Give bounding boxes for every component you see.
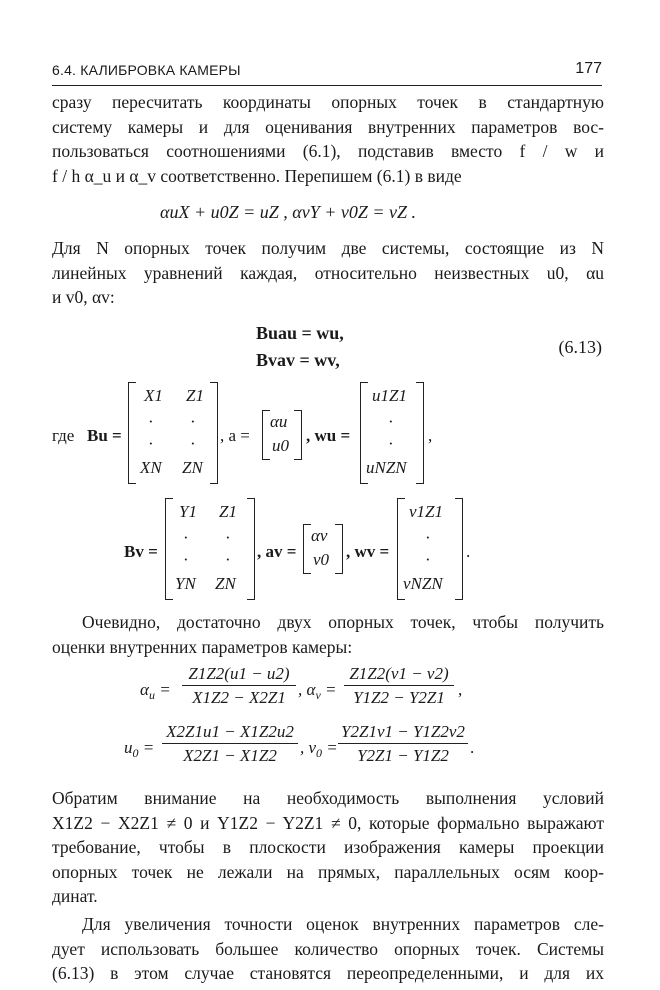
- vector-cell: αv: [311, 526, 328, 545]
- matrix-cell: YN: [175, 574, 196, 593]
- alpha-v-fraction: [344, 664, 454, 708]
- u0-denominator: X2Z1 − X1Z2: [183, 746, 277, 765]
- bracket-left: [262, 410, 270, 460]
- vector-cell: u0: [272, 436, 289, 455]
- matrix-wv-label: , wv =: [346, 542, 390, 561]
- alpha-u-fraction: [182, 664, 296, 708]
- matrix-cell: XN: [140, 458, 162, 477]
- where-label: где: [52, 426, 75, 445]
- vector-cell: ·: [388, 412, 394, 431]
- vector-cell: u1Z1: [372, 386, 407, 405]
- matrix-cell: ZN: [215, 574, 236, 593]
- equation-6-13-line-2: Bvav = wv,: [256, 350, 340, 370]
- para3-line-2: оценки внутренних параметров камеры:: [52, 636, 353, 657]
- vector-cell: ·: [425, 550, 431, 569]
- bracket-right: [416, 382, 424, 484]
- para2-line-1: Для N опорных точек получим две системы, состоящие из N: [52, 238, 604, 258]
- bracket-right: [335, 524, 343, 574]
- para2-line-2: линейных уравнений каждая, относительно неизвестных u0, αu: [52, 262, 604, 283]
- matrix-av-label: , av =: [257, 542, 297, 561]
- matrix-cell: ·: [190, 412, 196, 431]
- paragraph-4: [52, 786, 604, 909]
- matrix-cell: ·: [183, 528, 189, 547]
- alpha-u-denominator: X1Z2 − X2Z1: [192, 688, 286, 707]
- alpha-u-symbol: $\alpha_u$ =: [140, 680, 171, 702]
- bracket-left: [128, 382, 136, 484]
- alpha-u-numerator: Z1Z2(u1 − u2): [188, 664, 290, 683]
- para4-line-3: требование, чтобы в плоскости изображения камеры проекции: [52, 837, 604, 857]
- vector-cell: ·: [425, 528, 431, 547]
- v0-numerator: Y2Z1v1 − Y1Z2v2: [341, 722, 465, 741]
- matrix-Bu: [128, 382, 218, 486]
- bracket-right: [455, 498, 463, 600]
- bracket-right: [210, 382, 218, 484]
- matrix-cell: ·: [148, 434, 154, 453]
- matrix-cell: ·: [148, 412, 154, 431]
- para3-line-1: Очевидно, достаточно двух опорных точек, чтобы получить: [82, 612, 604, 632]
- bracket-right: [294, 410, 302, 460]
- vector-cell: v0: [313, 550, 330, 569]
- comma: ,: [428, 426, 433, 445]
- para4-line-2: X1Z2 − X2Z1 ≠ 0 и Y1Z2 − Y2Z1 ≠ 0, которые формально выражают: [52, 812, 604, 833]
- bracket-right: [247, 498, 255, 600]
- matrix-cell: Y1: [179, 502, 197, 521]
- paragraph-2: [52, 236, 604, 310]
- para1-line-1: сразу пересчитать координаты опорных точек в стандартную: [52, 92, 604, 112]
- u0-numerator: X2Z1u1 − X1Z2u2: [166, 722, 294, 741]
- paragraph-5: [52, 912, 604, 986]
- equation-projection: αuX + u0Z = uZ , αvY + v0Z = vZ .: [160, 202, 416, 222]
- vector-cell: vNZN: [403, 574, 443, 593]
- v0-symbol: , $v_0$ =: [300, 738, 338, 760]
- running-header: [52, 58, 602, 86]
- matrix-wu-label: , wu =: [306, 426, 351, 445]
- para4-line-5: динат.: [52, 886, 98, 906]
- equation-number: (6.13): [558, 337, 602, 357]
- vector-wu: [360, 382, 424, 486]
- para5-line-1: Для увеличения точности оценок внутренних параметров сле-: [82, 914, 604, 934]
- alpha-v-numerator: Z1Z2(v1 − v2): [349, 664, 449, 683]
- vector-cell: ·: [388, 434, 394, 453]
- matrix-cell: X1: [144, 386, 163, 405]
- matrix-cell: ·: [225, 528, 231, 547]
- vector-au: [262, 410, 302, 460]
- para4-line-4: опорных точек не лежали на прямых, параллельных осям коор-: [52, 861, 604, 882]
- page-number: 177: [575, 60, 602, 77]
- vector-cell: uNZN: [366, 458, 407, 477]
- matrix-cell: Z1: [219, 502, 237, 521]
- fraction-bar: [182, 685, 296, 686]
- matrix-Bv: [165, 498, 255, 602]
- bracket-left: [303, 524, 311, 574]
- u0-symbol: $u_0$ =: [124, 738, 155, 760]
- vector-av: [303, 524, 343, 574]
- alpha-v-symbol: , $\alpha_v$ =: [298, 680, 337, 702]
- fraction-bar: [338, 743, 468, 744]
- u0-fraction: [162, 722, 298, 766]
- para1-line-2: систему камеры и для оценивания внутренних параметров вос-: [52, 116, 604, 137]
- alpha-v-denominator: Y1Z2 − Y2Z1: [353, 688, 445, 707]
- period: .: [466, 542, 471, 561]
- comma: ,: [458, 680, 463, 699]
- fraction-bar: [344, 685, 454, 686]
- matrix-a-label: , a =: [220, 426, 250, 445]
- bracket-left: [165, 498, 173, 600]
- matrix-Bu-label: Bu =: [87, 426, 122, 445]
- matrix-Bv-label: Bv =: [124, 542, 158, 561]
- section-title: 6.4. КАЛИБРОВКА КАМЕРЫ: [52, 62, 241, 78]
- para1-line-3: пользоваться соотношениями (6.1), подставив вместо f / w и: [52, 141, 604, 161]
- para2-line-3: и v0, αv:: [52, 287, 115, 307]
- para4-line-1: Обратим внимание на необходимость выполнения условий: [52, 788, 604, 808]
- equation-6-13-line-1: Buau = wu,: [256, 323, 344, 343]
- vector-cell: αu: [270, 412, 288, 431]
- fraction-bar: [162, 743, 298, 744]
- period: .: [470, 738, 475, 757]
- vector-wv: [397, 498, 463, 602]
- v0-fraction: [338, 722, 468, 766]
- vector-cell: v1Z1: [409, 502, 443, 521]
- para5-line-2: дует использовать большее количество опорных точек. Системы: [52, 938, 604, 959]
- header-rule: [52, 85, 602, 86]
- para1-line-4: f / h α_u и α_v соответственно. Перепишем (6.1) в виде: [52, 165, 462, 186]
- para5-line-3: (6.13) в этом случае становятся переопределенными, и для их: [52, 963, 604, 983]
- matrix-cell: Z1: [186, 386, 204, 405]
- v0-denominator: Y2Z1 − Y1Z2: [357, 746, 449, 765]
- matrix-cell: ·: [190, 434, 196, 453]
- matrix-cell: ZN: [182, 458, 203, 477]
- matrix-cell: ·: [183, 550, 189, 569]
- paragraph-1: [52, 90, 604, 188]
- paragraph-3: [52, 610, 604, 659]
- matrix-cell: ·: [225, 550, 231, 569]
